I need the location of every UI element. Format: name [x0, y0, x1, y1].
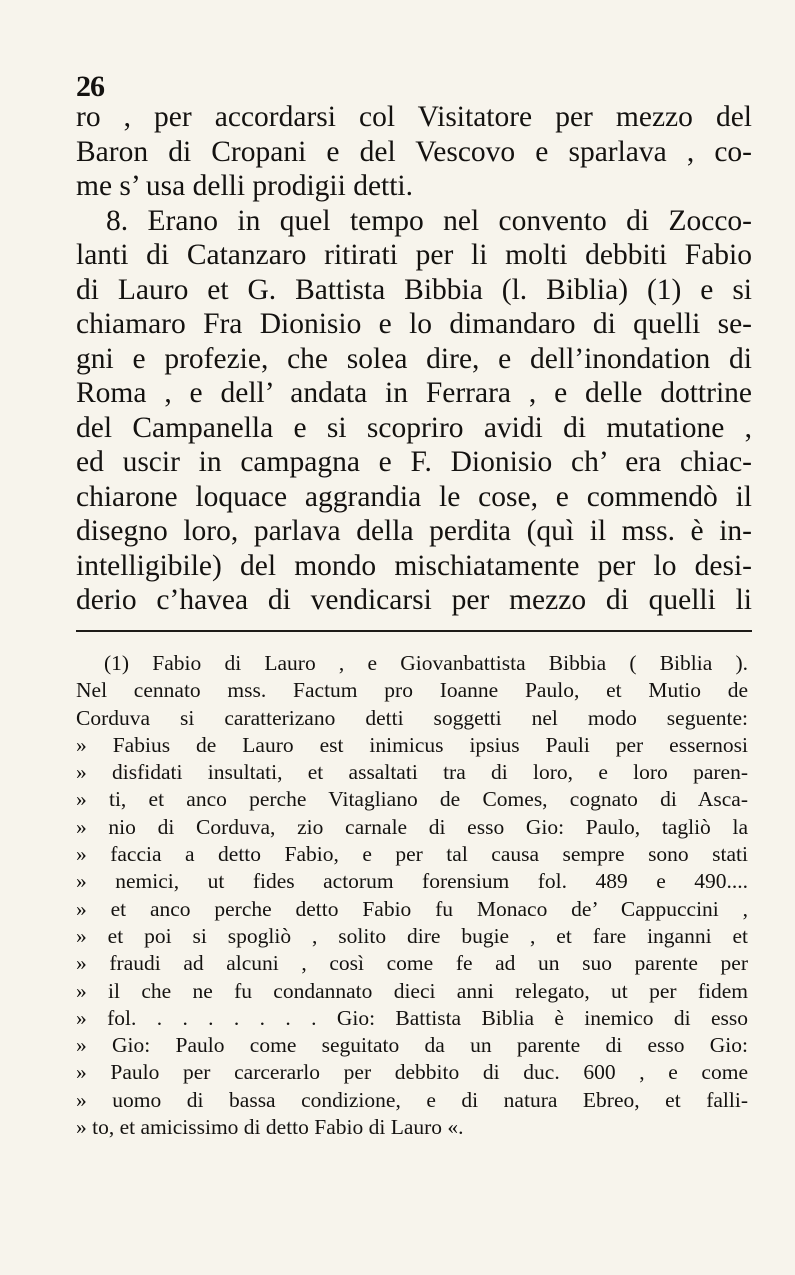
footnote-line: » Fabius de Lauro est inimicus ipsius Pauli per essernosi [76, 732, 748, 757]
footnote-line: » et poi si spogliò , solito dire bugie , et fare inganni et [76, 923, 748, 948]
main-text-line: me s’ usa delli prodigii detti. [76, 170, 414, 202]
footnote-line: » il che ne fu condannato dieci anni relegato, ut per fidem [76, 978, 748, 1003]
footnote-line: Corduva si caratterizano detti soggetti nel modo seguente: [76, 705, 748, 730]
main-text-line: ed uscir in campagna e F. Dionisio ch’ era chiac- [76, 446, 752, 478]
main-text-line: intelligibile) del mondo mischiatamente per lo desi- [76, 549, 752, 582]
main-text-line: ro , per accordarsi col Visitatore per mezzo del [76, 101, 752, 133]
footnote-line: » uomo di bassa condizione, e di natura Ebreo, et falli- [76, 1087, 748, 1112]
main-text-line: del Campanella e si scopriro avidi di mutatione , [76, 411, 752, 444]
main-text-line: Baron di Cropani e del Vescovo e sparlava , co- [76, 135, 752, 168]
footnote-line: » fol. . . . . . . . Gio: Battista Biblia è inemico di esso [76, 1005, 748, 1030]
footnote-line: » to, et amicissimo di detto Fabio di Lauro «. [76, 1115, 464, 1140]
footnote-line: » Gio: Paulo come seguitato da un parente di esso Gio: [76, 1033, 748, 1058]
footnote-line: » Paulo per carcerarlo per debbito di duc. 600 , e come [76, 1060, 748, 1085]
main-text-line: chiarone loquace aggrandia le cose, e commendò il [76, 480, 752, 513]
main-text-line: chiamaro Fra Dionisio e lo dimandaro di quelli se- [76, 308, 752, 340]
footnote-line: (1) Fabio di Lauro , e Giovanbattista Bibbia ( Biblia ). [104, 651, 748, 675]
footnote-line: » nemici, ut fides actorum forensium fol. 489 e 490.... [76, 869, 748, 894]
main-text-line: disegno loro, parlava della perdita (quì il mss. è in- [76, 515, 752, 547]
footnote-line: Nel cennato mss. Factum pro Ioanne Paulo, et Mutio de [76, 678, 748, 703]
footnote-line: » ti, et anco perche Vitagliano de Comes, cognato di Asca- [76, 787, 748, 812]
page-number: 26 [76, 70, 104, 103]
main-text-line: di Lauro et G. Battista Bibbia (l. Biblia) (1) e si [76, 273, 752, 306]
footnote-divider [76, 630, 752, 632]
footnote-line: » nio di Corduva, zio carnale di esso Gio: Paulo, tagliò la [76, 814, 748, 839]
main-text-line: lanti di Catanzaro ritirati per li molti debbiti Fabio [76, 239, 752, 271]
main-text-line: 8. Erano in quel tempo nel convento di Zocco- [106, 204, 752, 237]
footnote-line: » fraudi ad alcuni , così come fe ad un suo parente per [76, 951, 748, 976]
footnote-line: » disfidati insultati, et assaltati tra di loro, e loro paren- [76, 760, 748, 785]
footnotes [76, 650, 748, 1141]
footnote-line: » et anco perche detto Fabio fu Monaco de’ Cappuccini , [76, 896, 748, 921]
main-text [76, 100, 752, 618]
main-text-line: derio c’havea di vendicarsi per mezzo di quelli li [76, 584, 752, 616]
main-text-line: gni e profezie, che solea dire, e dell’inondation di [76, 342, 752, 375]
main-text-line: Roma , e dell’ andata in Ferrara , e delle dottrine [76, 377, 752, 409]
footnote-line: » faccia a detto Fabio, e per tal causa sempre sono stati [76, 842, 748, 867]
